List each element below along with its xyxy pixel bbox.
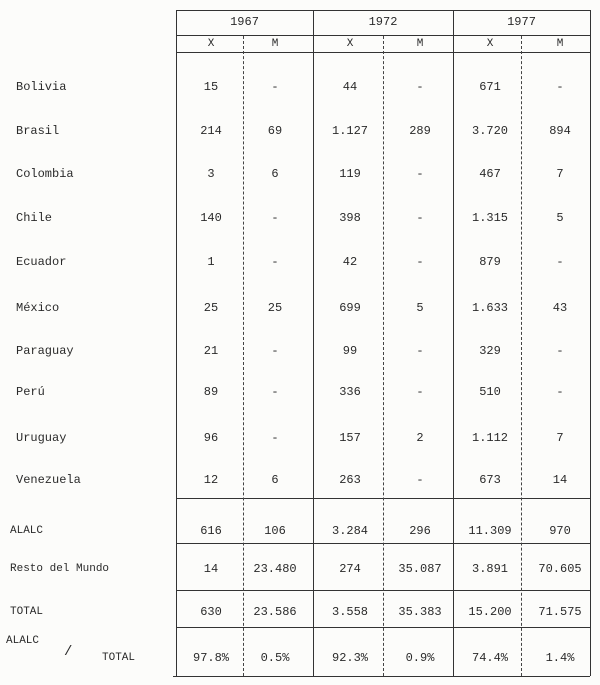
ratio-value: 92.3% [331,651,369,665]
row-label: Bolivia [16,80,67,94]
total-row-value: 35.383 [398,605,442,619]
row-value: - [416,167,424,181]
total-row-value: 11.309 [468,524,512,538]
row-label: Brasil [16,124,60,138]
ratio-value: 0.5% [260,651,290,665]
row-value: 140 [200,211,222,225]
row-value: - [271,344,279,358]
row-value: 89 [203,385,219,399]
row-value: 3 [207,167,215,181]
row-value: - [416,344,424,358]
table-column-rule-2 [453,10,454,676]
row-value: 671 [479,80,501,94]
total-row-value: 3.891 [471,562,509,576]
row-value: 21 [203,344,219,358]
row-value: - [416,255,424,269]
row-value: 699 [339,301,361,315]
table-column-rule-0 [176,10,177,676]
total-row-value: 14 [203,562,219,576]
row-value: - [556,80,564,94]
row-value: 214 [200,124,222,138]
total-row-value: 23.480 [253,562,297,576]
row-value: - [556,385,564,399]
total-row-value: 23.586 [253,605,297,619]
row-label: Ecuador [16,255,67,269]
subheader-x-4: X [486,38,494,50]
row-value: 879 [479,255,501,269]
row-value: 2 [416,431,424,445]
total-row-value: 35.087 [398,562,442,576]
row-value: 5 [556,211,564,225]
row-value: - [416,385,424,399]
row-value: 25 [267,301,283,315]
total-row-label: Resto del Mundo [10,563,110,575]
year-header-1967: 1967 [230,15,259,29]
row-label: Chile [16,211,53,225]
xm-separator-0 [243,36,244,676]
row-value: 336 [339,385,361,399]
row-value: - [271,211,279,225]
row-value: 5 [416,301,424,315]
row-value: 12 [203,473,219,487]
row-value: 25 [203,301,219,315]
subheader-x-2: X [346,38,354,50]
row-value: 6 [271,473,279,487]
total-row-value: 296 [409,524,431,538]
row-label: Perú [16,385,45,399]
row-value: 44 [342,80,358,94]
table-rule-0 [176,10,590,11]
row-value: - [556,255,564,269]
row-label: México [16,301,60,315]
subheader-m-1: M [271,38,279,50]
ratio-value: 1.4% [545,651,575,665]
row-value: 894 [549,124,571,138]
total-row-value: 3.284 [331,524,369,538]
row-value: - [271,255,279,269]
table-rule-7 [173,676,590,677]
total-row-value: 106 [264,524,286,538]
subheader-m-5: M [556,38,564,50]
total-row-value: 3.558 [331,605,369,619]
row-value: 510 [479,385,501,399]
ratio-value: 97.8% [192,651,230,665]
row-value: 1.633 [471,301,509,315]
row-label: Uruguay [16,431,67,445]
table-column-rule-1 [313,10,314,676]
row-value: 263 [339,473,361,487]
total-row-label: TOTAL [10,606,44,618]
total-row-value: 630 [200,605,222,619]
row-label: Paraguay [16,344,74,358]
row-value: 289 [409,124,431,138]
row-value: 99 [342,344,358,358]
ratio-value: 0.9% [405,651,435,665]
total-row-value: 970 [549,524,571,538]
row-value: - [271,80,279,94]
ratio-label-bottom: TOTAL [102,652,136,664]
row-value: 3.720 [471,124,509,138]
row-value: 157 [339,431,361,445]
row-value: 119 [339,167,361,181]
year-header-1972: 1972 [368,15,398,29]
subheader-x-0: X [207,38,215,50]
row-value: 42 [342,255,358,269]
ratio-label-top: ALALC [6,635,40,647]
ratio-slash: / [64,644,73,660]
row-label: Venezuela [16,473,81,487]
row-value: 43 [552,301,568,315]
row-value: 1 [207,255,215,269]
table-column-rule-3 [590,10,591,676]
total-row-value: 71.575 [538,605,582,619]
row-value: 1.127 [331,124,369,138]
row-value: 14 [552,473,568,487]
row-value: - [416,473,424,487]
ratio-value: 74.4% [471,651,509,665]
row-value: 398 [339,211,361,225]
total-row-value: 15.200 [468,605,512,619]
xm-separator-2 [521,36,522,676]
row-value: 673 [479,473,501,487]
row-value: - [271,385,279,399]
row-value: 467 [479,167,501,181]
row-value: - [271,431,279,445]
row-value: 329 [479,344,501,358]
row-value: - [556,344,564,358]
row-value: 7 [556,431,564,445]
subheader-m-3: M [416,38,424,50]
year-header-1977: 1977 [507,15,536,29]
row-value: 1.112 [471,431,509,445]
total-row-value: 70.605 [538,562,582,576]
row-label: Colombia [16,167,74,181]
xm-separator-1 [383,36,384,676]
row-value: 69 [267,124,283,138]
row-value: 7 [556,167,564,181]
row-value: 15 [203,80,219,94]
total-row-value: 274 [339,562,361,576]
total-row-label: ALALC [10,525,44,537]
total-row-value: 616 [200,524,222,538]
row-value: 6 [271,167,279,181]
row-value: 96 [203,431,219,445]
row-value: 1.315 [471,211,509,225]
row-value: - [416,80,424,94]
row-value: - [416,211,424,225]
